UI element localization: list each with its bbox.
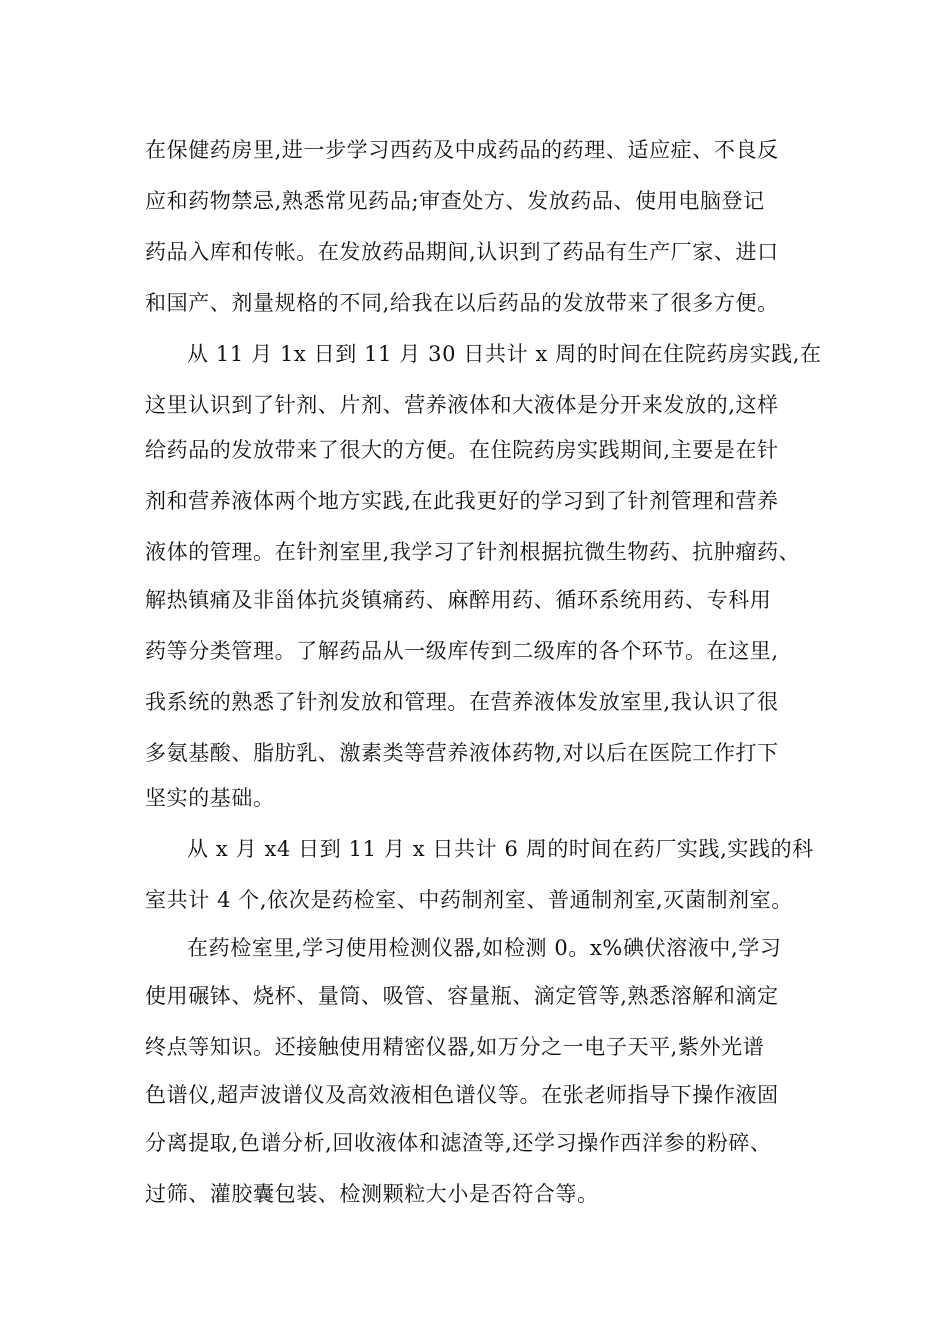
text-line: 药等分类管理。了解药品从一级库传到二级库的各个环节。在这里, bbox=[145, 639, 779, 663]
text-line: 解热镇痛及非甾体抗炎镇痛药、麻醉用药、循环系统用药、专科用 bbox=[145, 588, 772, 612]
text-line: 和国产、剂量规格的不同,给我在以后药品的发放带来了很多方便。 bbox=[145, 291, 779, 315]
text-line: 分离提取,色谱分析,回收液体和滤渣等,还学习操作西洋参的粉碎、 bbox=[145, 1131, 772, 1155]
text-line: 给药品的发放带来了很大的方便。在住院药房实践期间,主要是在针 bbox=[145, 438, 779, 462]
text-line: 坚实的基础。 bbox=[145, 786, 275, 810]
text-line: 在保健药房里,进一步学习西药及中成药品的药理、适应症、不良反 bbox=[145, 138, 779, 162]
text-line: 这里认识到了针剂、片剂、营养液体和大液体是分开来发放的,这样 bbox=[145, 393, 779, 417]
paragraph-first-line: 从 11 月 1x 日到 11 月 30 日共计 x 周的时间在住院药房实践,在 bbox=[187, 342, 822, 366]
text-line: 使用碾钵、烧杯、量筒、吸管、容量瓶、滴定管等,熟悉溶解和滴定 bbox=[145, 984, 779, 1008]
text-line: 药品入库和传帐。在发放药品期间,认识到了药品有生产厂家、进口 bbox=[145, 240, 779, 264]
text-line: 多氨基酸、脂肪乳、激素类等营养液体药物,对以后在医院工作打下 bbox=[145, 741, 779, 765]
text-line: 色谱仪,超声波谱仪及高效液相色谱仪等。在张老师指导下操作液固 bbox=[145, 1083, 779, 1107]
text-line: 终点等知识。还接触使用精密仪器,如万分之一电子天平,紫外光谱 bbox=[145, 1035, 765, 1059]
text-line: 剂和营养液体两个地方实践,在此我更好的学习到了针剂管理和营养 bbox=[145, 489, 779, 513]
text-line: 过筛、灌胶囊包装、检测颗粒大小是否符合等。 bbox=[145, 1182, 599, 1206]
text-line: 应和药物禁忌,熟悉常见药品;审查处方、发放药品、使用电脑登记 bbox=[145, 189, 765, 213]
text-line: 我系统的熟悉了针剂发放和管理。在营养液体发放室里,我认识了很 bbox=[145, 690, 779, 714]
text-line: 室共计 4 个,依次是药检室、中药制剂室、普通制剂室,灭菌制剂室。 bbox=[145, 888, 793, 912]
text-line: 液体的管理。在针剂室里,我学习了针剂根据抗微生物药、抗肿瘤药、 bbox=[145, 540, 801, 564]
paragraph-first-line: 从 x 月 x4 日到 11 月 x 日共计 6 周的时间在药厂实践,实践的科 bbox=[187, 837, 814, 861]
paragraph-first-line: 在药检室里,学习使用检测仪器,如检测 0。x%碘伏溶液中,学习 bbox=[187, 936, 782, 960]
